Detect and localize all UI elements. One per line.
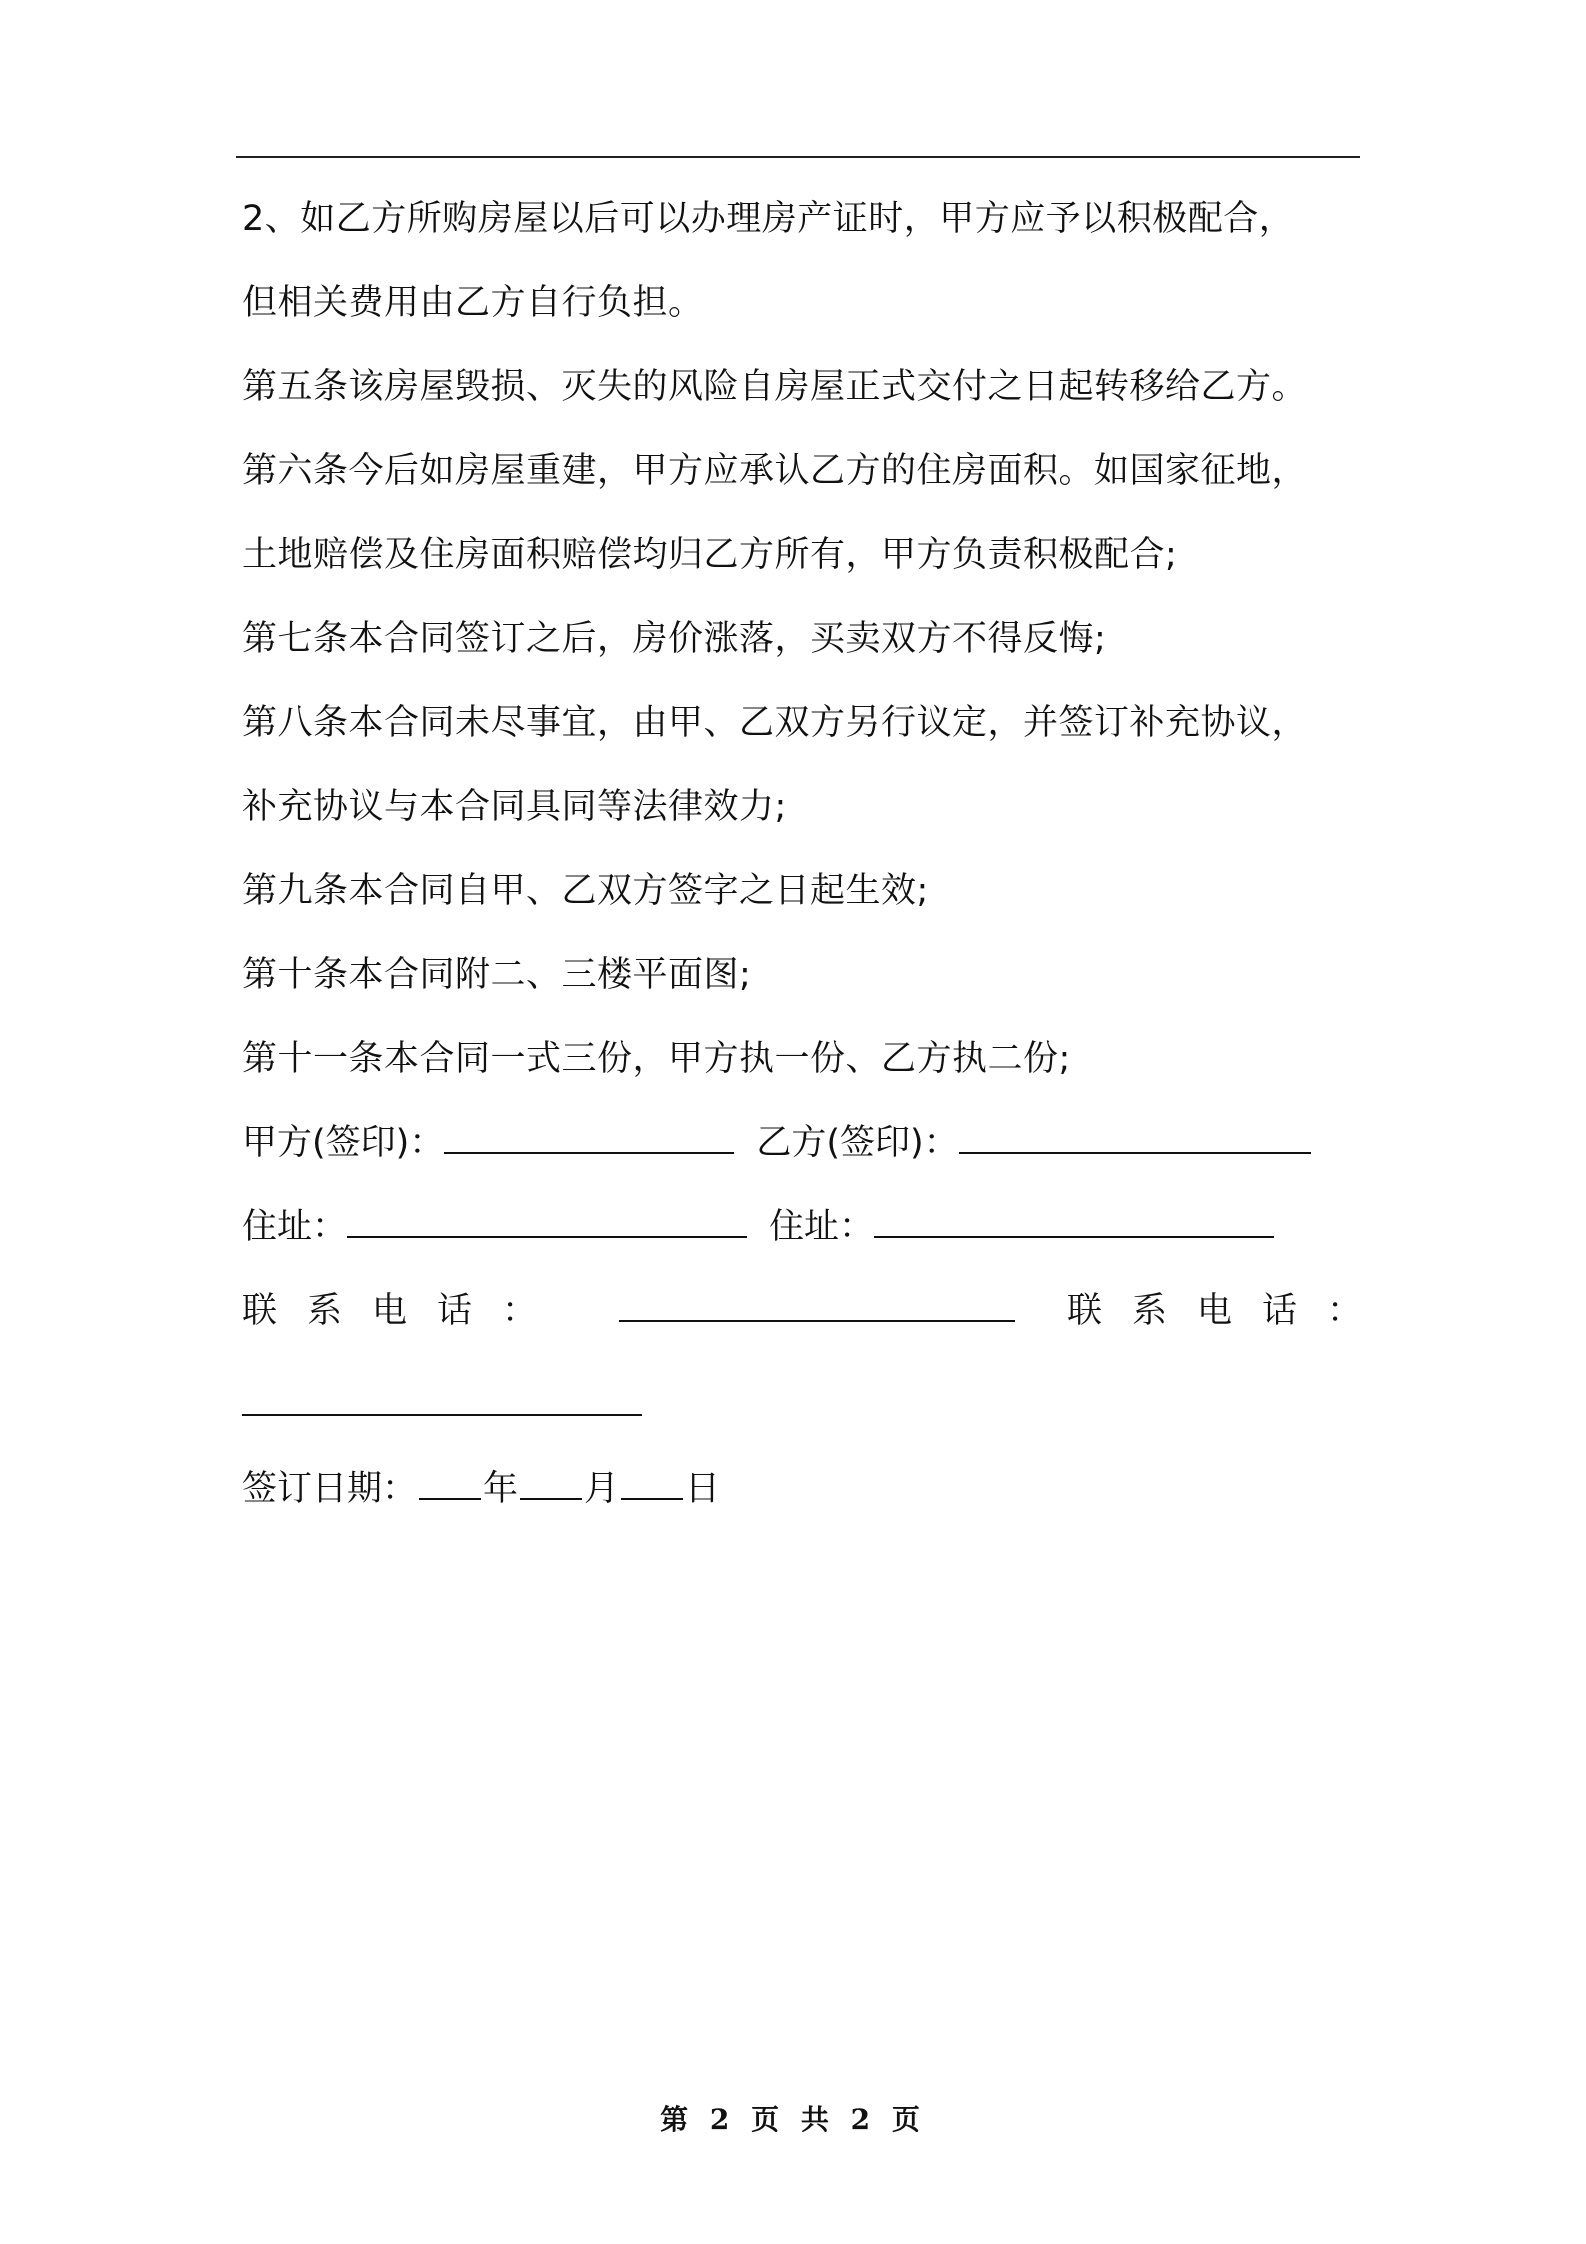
clause-5: 第五条该房屋毁损、灭失的风险自房屋正式交付之日起转移给乙方。 — [242, 367, 1308, 407]
party-a-address-field[interactable] — [347, 1206, 747, 1238]
party-b-address-label: 住址： — [769, 1207, 875, 1247]
clause-7: 第七条本合同签订之后，房价涨落，买卖双方不得反悔; — [242, 619, 1107, 659]
party-b-phone-field[interactable] — [242, 1384, 642, 1416]
page-number: 第 2 页 共 2 页 — [660, 2103, 926, 2136]
clause-6: 第六条今后如房屋重建，甲方应承认乙方的住房面积。如国家征地， — [242, 451, 1308, 491]
clause-10: 第十条本合同附二、三楼平面图; — [242, 955, 752, 995]
date-row — [242, 1468, 1362, 1510]
year-label: 年 — [483, 1469, 519, 1509]
phone-row — [242, 1290, 1392, 1332]
party-a-signature-label: 甲方(签印)： — [242, 1123, 445, 1163]
party-a-signature-field[interactable] — [444, 1122, 734, 1154]
document-body — [242, 198, 1392, 1510]
party-a-phone-field[interactable] — [619, 1290, 1015, 1322]
month-label: 月 — [584, 1469, 620, 1509]
paragraph-line: 2、如乙方所购房屋以后可以办理房产证时，甲方应予以积极配合， — [242, 199, 1295, 239]
address-row — [242, 1206, 1362, 1248]
header-rule — [236, 156, 1360, 158]
paragraph-line: 但相关费用由乙方自行负担。 — [242, 283, 704, 323]
paragraph-line: 补充协议与本合同具同等法律效力; — [242, 787, 787, 827]
party-a-address-label: 住址： — [242, 1207, 348, 1247]
clause-9: 第九条本合同自甲、乙双方签字之日起生效; — [242, 871, 929, 911]
clause-11: 第十一条本合同一式三份，甲方执一份、乙方执二份; — [242, 1039, 1071, 1079]
party-b-signature-label: 乙方(签印)： — [756, 1123, 959, 1163]
date-label: 签订日期： — [242, 1469, 418, 1509]
phone-continuation-row — [242, 1384, 1362, 1426]
party-b-address-field[interactable] — [874, 1206, 1274, 1238]
party-a-phone-label: 联系电话： — [242, 1291, 568, 1331]
party-b-phone-label: 联系电话： — [1066, 1291, 1392, 1331]
clause-8: 第八条本合同未尽事宜，由甲、乙双方另行议定，并签订补充协议， — [242, 703, 1308, 743]
month-field[interactable] — [520, 1468, 582, 1500]
party-b-signature-field[interactable] — [959, 1122, 1311, 1154]
year-field[interactable] — [419, 1468, 481, 1500]
paragraph-line: 土地赔偿及住房面积赔偿均归乙方所有，甲方负责积极配合; — [242, 535, 1178, 575]
day-field[interactable] — [621, 1468, 683, 1500]
day-label: 日 — [685, 1469, 721, 1509]
signature-row — [242, 1122, 1362, 1164]
